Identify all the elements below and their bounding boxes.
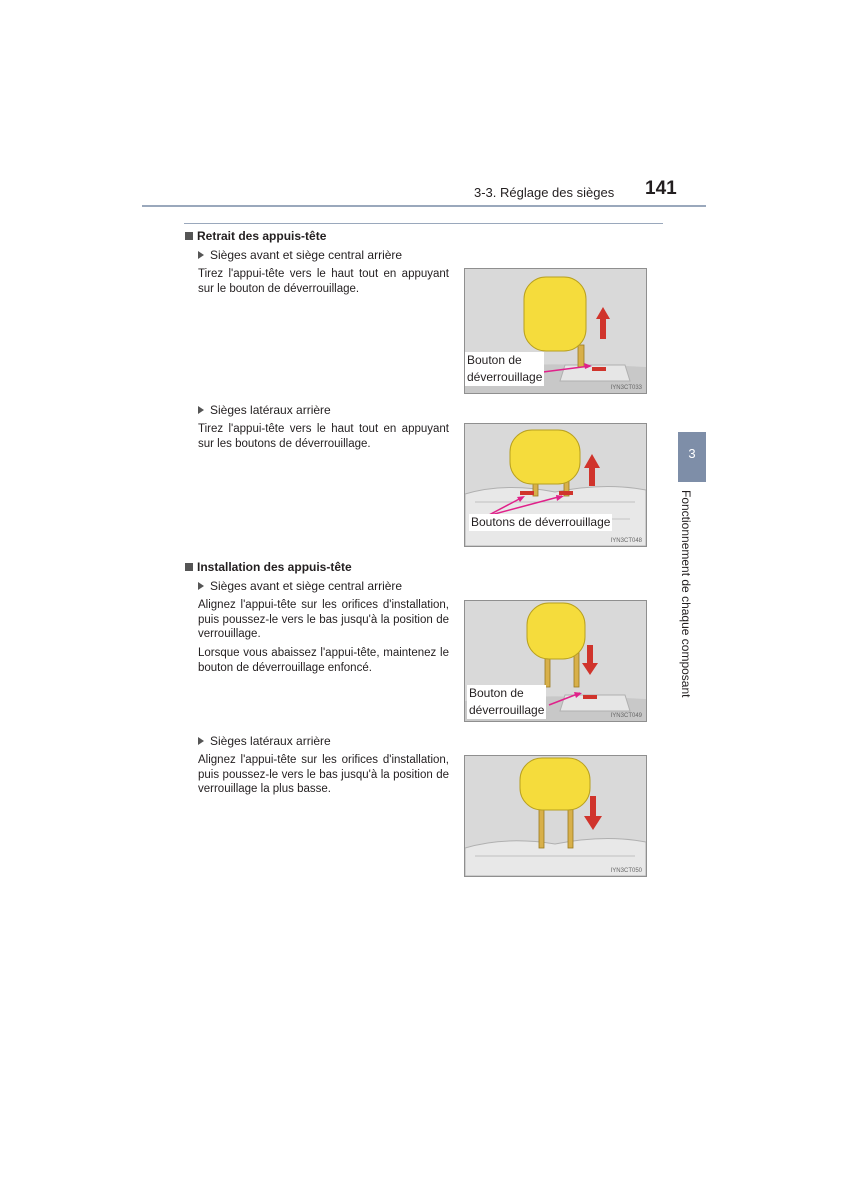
figure-code: IYN3CT033 bbox=[610, 385, 642, 391]
triangle-bullet-icon bbox=[198, 582, 204, 590]
header-rule bbox=[142, 205, 706, 207]
instruction-text: Lorsque vous abaissez l'appui-tête, maintenez le bouton de déverrouillage enfoncé. bbox=[198, 647, 449, 674]
figure-label: Boutons de déverrouillage bbox=[471, 515, 611, 529]
figure-code: IYN3CT050 bbox=[610, 868, 642, 874]
figure-install-rear bbox=[464, 755, 647, 877]
instruction-text: Alignez l'appui-tête sur les orifices d'installation, puis poussez-le vers le bas jusqu'à la position de verrouillage la plus basse. bbox=[198, 754, 449, 795]
instruction-text: Tirez l'appui-tête vers le haut tout en appuyant sur le bouton de déverrouillage. bbox=[198, 268, 449, 295]
chapter-tab: 3 bbox=[678, 432, 706, 482]
triangle-bullet-icon bbox=[198, 737, 204, 745]
square-bullet-icon bbox=[185, 232, 193, 240]
subsection-front: Sièges avant et siège central arrière bbox=[198, 579, 402, 593]
square-bullet-icon bbox=[185, 563, 193, 571]
triangle-bullet-icon bbox=[198, 251, 204, 259]
figure-label: Bouton de déverrouillage bbox=[469, 686, 545, 717]
instruction-text: Alignez l'appui-tête sur les orifices d'installation, puis poussez-le vers le bas jusqu'à la position de verrouillage. bbox=[198, 599, 449, 640]
page-number: 141 bbox=[645, 178, 677, 199]
section-title-installation: Installation des appuis-tête bbox=[185, 560, 352, 574]
figure-removal-front bbox=[464, 268, 647, 394]
content-rule bbox=[184, 223, 663, 224]
subsection-rear: Sièges latéraux arrière bbox=[198, 734, 331, 748]
section-title-removal: Retrait des appuis-tête bbox=[185, 229, 326, 243]
figure-removal-rear bbox=[464, 423, 647, 547]
chapter-title: Fonctionnement de chaque composant bbox=[679, 490, 693, 698]
figure-install-front bbox=[464, 600, 647, 722]
section-header: 3-3. Réglage des sièges bbox=[474, 185, 615, 200]
figure-code: IYN3CT048 bbox=[610, 538, 642, 544]
subsection-rear: Sièges latéraux arrière bbox=[198, 403, 331, 417]
figure-label: Bouton de déverrouillage bbox=[467, 353, 543, 384]
subsection-front: Sièges avant et siège central arrière bbox=[198, 248, 402, 262]
figure-code: IYN3CT049 bbox=[610, 713, 642, 719]
instruction-text: Tirez l'appui-tête vers le haut tout en appuyant sur les boutons de déverrouillage. bbox=[198, 423, 449, 450]
headrest-illustration bbox=[465, 756, 646, 876]
triangle-bullet-icon bbox=[198, 406, 204, 414]
